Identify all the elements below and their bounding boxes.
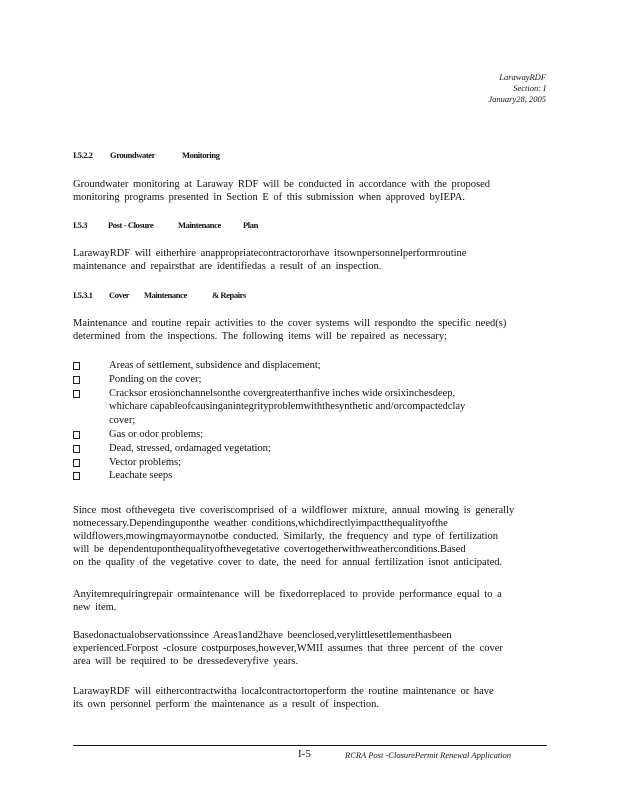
list-item: Vector problems; [73, 456, 547, 470]
list-item: Dead, stressed, ordamaged vegetation; [73, 442, 547, 456]
text-line: will be dependentuponthequalityofthevegetative covertogetherwithweatherconditions.Based [73, 544, 466, 555]
checkbox-icon [73, 445, 80, 453]
heading-groundwater-monitoring [73, 150, 220, 160]
list-item: Cracksor erosionchannelsonthe covergreaterthanfive inches wide orsixinchesdeep, [73, 387, 547, 401]
text-line: wildflowers,mowingmayormaynotbe conducted. Similarly, the frequency and type of fertilization [73, 531, 498, 542]
text-line: Anyitemrequiringrepair ormaintenance will be fixedorreplaced to provide performance equal to a [73, 589, 502, 600]
heading-cover-maintenance [73, 290, 246, 300]
heading-number: I.5.3 [73, 220, 88, 230]
header-date: January28, 2005 [488, 94, 546, 104]
paragraph-mowing [73, 504, 547, 569]
text-line: new item. [73, 602, 117, 613]
text-line: its own personnel perform the maintenance as a result of inspection. [73, 699, 380, 710]
heading-title-b: Maintenance [178, 220, 221, 230]
header-doc: LarawayRDF [499, 72, 546, 82]
paragraph-cover-intro [73, 317, 547, 343]
footer-divider [73, 745, 547, 746]
text-line: Since most ofthevegeta tive coveriscomprised of a wildflower mixture, annual mowing is generally [73, 505, 515, 516]
list-item: Ponding on the cover; [73, 373, 547, 387]
heading-post-closure-plan [73, 220, 258, 230]
checkbox-icon [73, 362, 80, 370]
heading-number: I.5.2.2 [73, 150, 93, 160]
heading-title-c: Plan [243, 220, 258, 230]
header-section: Section: I [513, 83, 546, 93]
checkbox-icon [73, 390, 80, 398]
page-number: I-5 [298, 748, 311, 760]
heading-number: I.5.3.1 [73, 290, 93, 300]
checkbox-icon [73, 376, 80, 384]
paragraph-contract [73, 685, 547, 711]
checkbox-icon [73, 472, 80, 480]
heading-title-b: Maintenance [144, 290, 187, 300]
footer-title: RCRA Post -ClosurePermit Renewal Application [345, 750, 512, 760]
paragraph-repair [73, 588, 547, 614]
heading-title-a: Groundwater [110, 150, 156, 160]
paragraph-post-closure [73, 247, 547, 273]
list-item-continuation: cover; [109, 415, 136, 427]
list-item-continuation: whichare capableofcausinganintegrityproblemwiththesynthetic and/orcompactedclay [109, 401, 466, 413]
text-line: Maintenance and routine repair activities to the cover systems will respondto the specific need(s) [73, 318, 507, 329]
text-line: Basedonactualobservationssince Areas1and2have beenclosed,verylittlesettlementhasbeen [73, 630, 452, 641]
text-line: LarawayRDF will eitherhire anappropriatecontractororhave itsownpersonnelperformroutine [73, 248, 467, 259]
checkbox-icon [73, 431, 80, 439]
list-item: Gas or odor problems; [73, 428, 547, 442]
list-item: Areas of settlement, subsidence and displacement; [73, 359, 547, 373]
text-line: Groundwater monitoring at Laraway RDF will be conducted in accordance with the proposed [73, 179, 491, 190]
heading-title-c: & Repairs [212, 290, 246, 300]
paragraph-settlement [73, 629, 547, 668]
heading-title-b: Monitoring [182, 150, 220, 160]
heading-title-a: Cover [109, 290, 130, 300]
repair-items-list [73, 359, 547, 483]
text-line: determined from the inspections. The following items will be repaired as necessary; [73, 331, 448, 342]
text-line: monitoring programs presented in Section E of this submission when approved byIEPA. [73, 192, 465, 203]
text-line: area will be required to be dressedeveryfive years. [73, 656, 299, 667]
text-line: on the quality of the vegetative cover to date, the need for annual fertilization isnot anticipated. [73, 557, 503, 568]
heading-title-a: Post - Closure [108, 220, 154, 230]
list-item: Leachate seeps [73, 469, 547, 483]
text-line: LarawayRDF will eithercontractwitha localcontractortoperform the routine maintenance or have [73, 686, 494, 697]
text-line: notnecessary.Dependinguponthe weather conditions,whichdirectlyimpactthequalityofthe [73, 518, 448, 529]
running-header [488, 72, 546, 105]
text-line: maintenance and repairsthat are identifiedas a result of an inspection. [73, 261, 382, 272]
paragraph-groundwater [73, 178, 547, 204]
checkbox-icon [73, 459, 80, 467]
text-line: experienced.Forpost -closure costpurposes,however,WMII assumes that three percent of the cover [73, 643, 503, 654]
